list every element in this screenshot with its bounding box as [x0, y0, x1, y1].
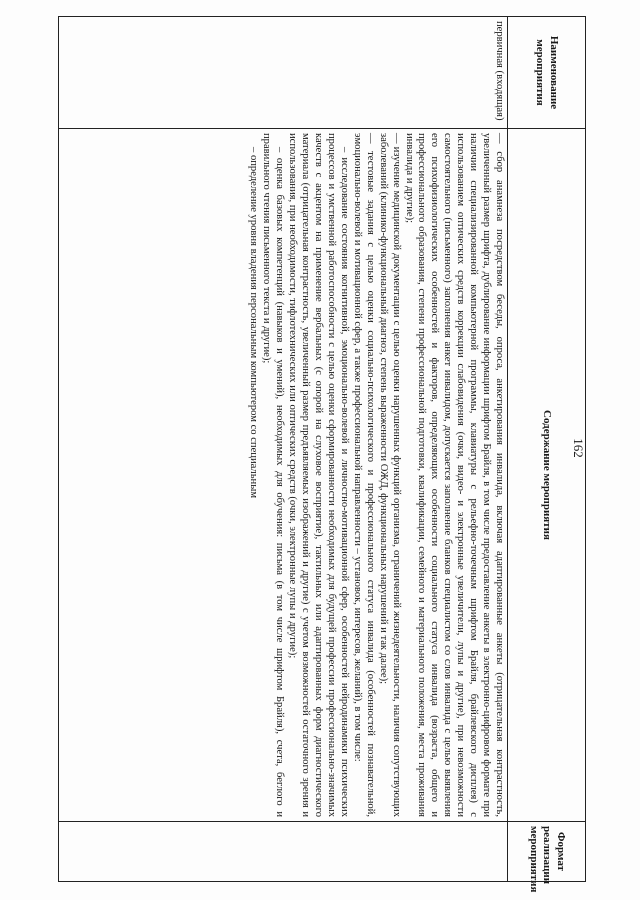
- event-format-cell: [59, 822, 508, 882]
- content-item: — тестовые задания с целью оценки социально-психологического и профессионального статуса инвалида (особенностей познавательной, эмоционально-волевой и мотивационной сфер, а также профессиональной направленности – установок, интересов, желаний), в том числе:: [351, 133, 376, 817]
- event-name-cell: первичная (входящая): [59, 17, 508, 129]
- content-subitem: – определение уровня владения персональным компьютером со специальным: [248, 147, 260, 499]
- table-header-row: [508, 17, 586, 882]
- content-item: — сбор анамнеза посредством беседы, опроса, анкетирования инвалида, включая адаптированные анкеты (отрицательная контрастность, увеличенный размер шрифта, дублирование информации шрифтом Брайля, в том числе предоставление анкеты в электронно-цифровом формате при наличии специализированной компьютерной программы, клавиатуры с рельефно-точечным шрифтом Брайля, брайлевского дисплея) с использованием оптических средств коррекции слабовидения (очки, видео- и электронные увеличители, лупы и другие), при невозможности самостоятельного (письменного) заполнения анкет инвалидом, допускается заполнение бланков специалистом со слов инвалида с целью выявления его психофизиологических особенностей и факторов, определяющих особенности социального статуса инвалида (возраста, общего и профессионального образования, степени профессиональной подготовки, квалификации, семейного и материального положения, места проживания инвалида и другие);: [403, 133, 505, 817]
- table-row: [59, 17, 508, 882]
- events-table: [58, 16, 586, 893]
- event-content-cell: [59, 129, 508, 822]
- header-event-format: Формат реализации мероприятия: [508, 822, 586, 882]
- header-event-name: Наименование мероприятия: [508, 17, 586, 129]
- content-item: — изучение медицинской документации с целью оценки нарушенных функций организма, ограничений жизнедеятельности, наличия сопутствующих заболеваний (клинико-функциональный диагноз, степень выраженности ОЖД, функциональных нарушений и так далее);: [377, 133, 402, 817]
- header-event-content: Содержание мероприятия: [508, 129, 586, 822]
- page-number: 162: [570, 438, 586, 458]
- rotated-table-sheet: [58, 16, 586, 893]
- content-subitem: – оценка базовых компетенций (навыков и умений), необходимых для обучения: письма (в том числе шрифтом Брайля), счета, беглого и правильного чтения письменного текста и другие);: [261, 133, 286, 817]
- content-subitem: – исследование состояния когнитивной, эмоционально-волевой и личностно-мотивационной сфер, особенностей нейродинамики психических процессов и умственной работоспособности с целью оценки сформированности необходимых для будущей профессии профессионально-значимых качеств с акцентом на применение вербальных (с опорой на слуховое восприятие), тактильных или адаптированных форм диагностического материала (отрицательная контрастность, увеличенный размер предъявляемых изображений и другие) с учетом возможностей остаточного зрения и использования, при необходимости, тифлотехнических или оптических средств (очки, электронные лупы и другие);: [287, 133, 350, 817]
